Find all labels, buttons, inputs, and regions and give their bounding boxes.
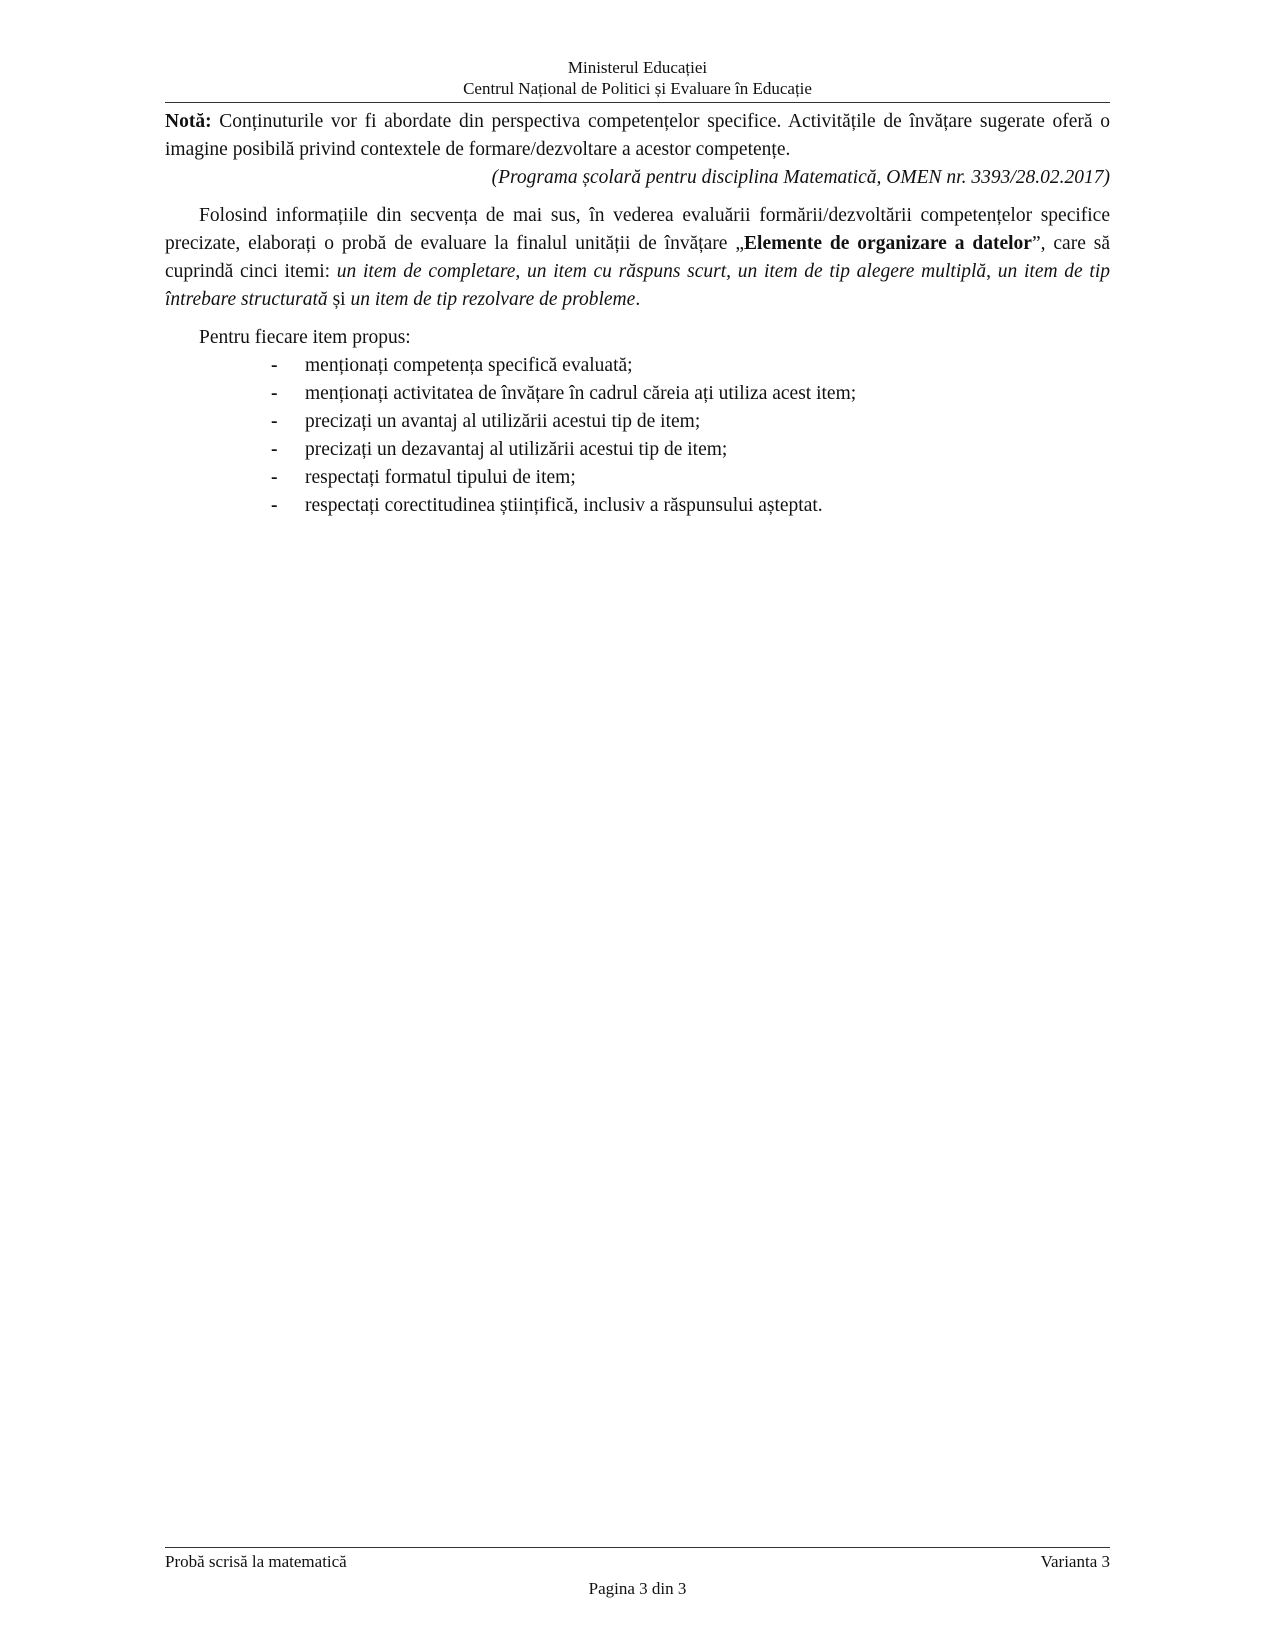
item-types-b: un item de tip întrebare structurată (165, 261, 1110, 310)
list-item-text: respectați corectitudinea științifică, inclusiv a răspunsului așteptat. (305, 495, 823, 516)
footer-divider (165, 1547, 1110, 1548)
footer-variant: Varianta 3 (1040, 1552, 1110, 1571)
task-text-part2: ”, care să cuprindă cinci itemi: (165, 233, 1111, 282)
unit-title: Elemente de organizare a datelor (744, 233, 1032, 254)
bullet-dash: - (271, 495, 278, 516)
list-item (165, 380, 1110, 408)
bullet-dash: - (271, 355, 278, 376)
bullet-dash: - (271, 439, 278, 460)
note-label: Notă: (165, 111, 212, 132)
list-item (165, 352, 1110, 380)
bullet-dash: - (271, 467, 278, 488)
item-types-separator-a: , (986, 261, 998, 282)
list-item-text: precizați un dezavantaj al utilizării acestui tip de item; (305, 439, 728, 460)
note-text: Conținuturile vor fi abordate din perspectiva competențelor specifice. Activitățile de învățare sugerate oferă o imagine posibilă privind contextele de formare/dezvoltare a acestor competențe. (165, 111, 1110, 160)
task-text-part1: Folosind informațiile din secvența de mai sus, în vederea evaluării formării/dezvoltării competențelor specifice precizate, elaborați o probă de evaluare la finalul unității de învățare „ (165, 205, 1110, 254)
task-paragraph (165, 202, 1110, 314)
list-item (165, 492, 1110, 520)
header-center: Centrul Național de Politici și Evaluare în Educație (463, 79, 812, 98)
bullet-dash: - (271, 383, 278, 404)
bullet-dash: - (271, 411, 278, 432)
page-header (165, 57, 1110, 99)
list-item-text: precizați un avantaj al utilizării acestui tip de item; (305, 411, 701, 432)
list-item-text: respectați formatul tipului de item; (305, 467, 576, 488)
page-number: Pagina 3 din 3 (588, 1579, 687, 1598)
requirements-intro: Pentru fiecare item propus: (199, 327, 411, 348)
item-types-a: un item de completare, un item cu răspuns scurt, un item de tip alegere multiplă (336, 261, 987, 282)
note-citation: (Programa școlară pentru disciplina Matematică, OMEN nr. 3393/28.02.2017) (491, 167, 1110, 188)
note-paragraph (165, 108, 1110, 164)
header-ministry: Ministerul Educației (567, 58, 708, 77)
page-content (165, 108, 1110, 520)
header-divider (165, 102, 1110, 103)
requirements-list (165, 352, 1110, 520)
list-item-text: menționați competența specifică evaluată; (305, 355, 633, 376)
list-item-text: menționați activitatea de învățare în cadrul căreia ați utiliza acest item; (305, 383, 857, 404)
list-item (165, 436, 1110, 464)
list-item (165, 464, 1110, 492)
document-page (165, 0, 1110, 1650)
list-item (165, 408, 1110, 436)
item-types-c: un item de tip rezolvare de probleme (350, 289, 636, 310)
footer-exam-title: Probă scrisă la matematică (165, 1552, 347, 1571)
item-types-separator-b: și (327, 289, 351, 310)
task-end: . (635, 289, 641, 310)
